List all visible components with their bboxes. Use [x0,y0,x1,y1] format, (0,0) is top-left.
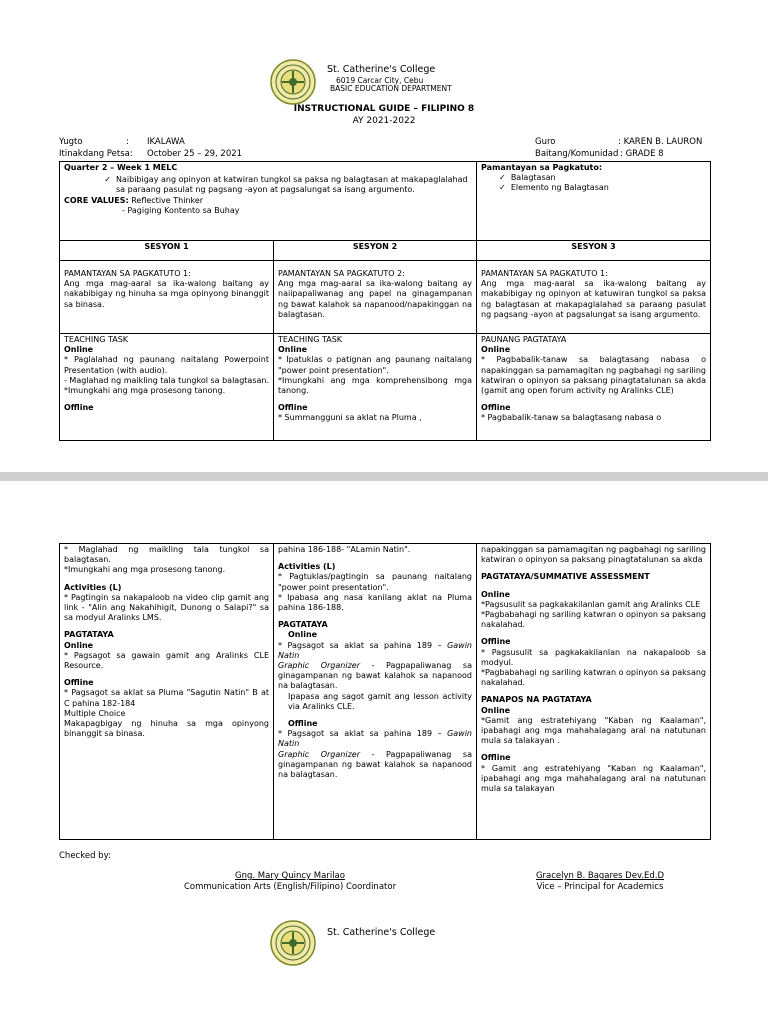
check-icon: ✓ [499,183,506,193]
pamantayan-item-2: Elemento ng Balagtasan [510,183,609,193]
s2-task-line-3: * Summangguni sa aklat na Pluma , [278,413,422,423]
s1-pamantayan-heading: PAMANTAYAN SA PAGKATUTO 1: [64,269,191,278]
school-name: St. Catherine's College [327,64,436,75]
teaching-task-row [60,334,711,441]
s2-c-line-4a: * Pagsagot sa aklat sa pahina 189 – [278,640,448,650]
document-page-2 [0,481,768,1024]
melc-list [64,175,472,195]
melc-item: ✓ Naibibigay ang opinyon at katwiran tungkol sa paksa ng balagtasan at makapaglalahad sa paraang pasulat ng pagsang -ayon at pagsalungat sa isang argumento. [116,175,472,195]
s1-c-line-1: * Maglahad ng maikling tala tungkol sa balagtasan. [64,545,269,565]
s2-activities-label: Activities (L) [278,562,336,572]
department-name: BASIC EDUCATION DEPARTMENT [330,84,452,93]
s2-c-offline-label: Offline [288,719,318,729]
school-seal-logo [270,59,316,105]
s3-c-line-3: *Pagbabahagi ng sariling katwran o opinyon sa paksang nakalahad. [481,610,706,630]
s2-c-line-5b: - Pagpapaliwanag sa ginagampanan ng bawat kalahok sa napanood na balagtasan. [278,661,472,691]
s2-pamantayan-cell [274,261,477,334]
s1-offline-label: Offline [64,403,94,413]
core-values-1: Reflective Thinker [131,195,204,205]
core-values-2: - Pagiging Kontento sa Buhay [122,205,240,215]
s2-c-line-8a: Graphic Organizer [278,749,360,759]
academic-year: AY 2021-2022 [352,116,416,126]
s3-pamantayan-heading: PAMANTAYAN SA PAGKATUTO 1: [481,269,608,278]
guro-value: : KAREN B. LAURON [618,137,703,147]
s2-c-online-label: Online [288,630,318,640]
s1-c-offline-label: Offline [64,678,94,688]
document-page-1 [0,0,768,472]
s1-continued-cell [60,544,274,840]
s2-c-line-7a: * Pagsagot sa aklat sa pahina 189 – [278,729,448,739]
s1-c-line-4: * Pagsagot sa gawain gamit ang Aralinks CLE Resource. [64,650,269,671]
school-address: 6019 Carcar City, Cebu [336,76,424,85]
s2-offline-label: Offline [278,403,308,413]
s1-c-line-3: * Pagtingin sa nakapaloob na video clip gamit ang link - "Alin ang Nakahihigit, Dunong o Salapi?" sa sa modyul Aralinks LMS. [64,592,269,623]
melc-row [60,162,711,241]
session-header-row [60,241,711,261]
session-3-header: SESYON 3 [477,241,711,261]
s1-c-online-label: Online [64,640,94,650]
s1-activities-label: Activities (L) [64,582,122,592]
s3-c-line-2: *Pagsusulit sa pagkakakilanlan gamit ang Aralinks CLE [481,599,701,609]
s1-task-line-3: *Imungkahi ang mga prosesong tanong. [64,386,226,396]
school-seal-logo-footer [270,920,316,966]
s1-pamantayan-cell [60,261,274,334]
pamantayan-cell [477,162,711,241]
s1-pagtataya-label: PAGTATAYA [64,630,114,640]
pamantayan-item-1: Balagtasan [510,173,556,183]
s3-task-cell [477,334,711,441]
melc-cell [60,162,477,241]
s2-c-line-4b: Gawin Natin [278,640,472,660]
s3-c-line-4: * Pagsusulit sa pagkakakilanlan na nakapaloob sa modyul. [481,647,706,667]
signatory-2-title: Vice – Principal for Academics [536,882,664,892]
s3-task-line-1: * Pagbabalik-tanaw sa balagtasang nabasa o napakinggan sa pamamagitan ng pagbahagi ng sariling katwiran o opinyon sa paksang pinagtatalunan sa akda (gamit ang open forum activity ng Aralinks CLE) [481,355,707,396]
s2-c-line-1: pahina 186-188- "ALamin Natin". [278,545,411,554]
yugto-value: IKALAWA [147,137,185,147]
s2-task-cell [274,334,477,441]
s3-pamantayan-text: Ang mga mag-aaral sa ika-walong baitang ay makabibigay ng opinyon at katuwiran tungkol sa paksa ng balagtasan at makapaglalahad sa paraang pasulat ng pagsang -ayon at pagsalungat sa isang argumento. [481,279,707,319]
footer-school-name: St. Catherine's College [327,927,436,938]
s1-task-heading: TEACHING TASK [64,335,129,344]
s3-offline-label: Offline [481,403,511,413]
s2-pamantayan-text: Ang mga mag-aaral sa ika-walong baitang ay naiipapaliwanag ang papel na ginagampanan ng bawat kalahok sa napanood/napakinggan na balagtasan. [278,279,473,319]
s3-task-heading: PAUNANG PAGTATAYA [481,335,567,344]
s1-online-label: Online [64,345,94,355]
pamantayan-heading: Pamantayan sa Pagkatuto: [481,163,603,172]
s1-pamantayan-text: Ang mga mag-aaral sa ika-walong baitang ay nakabibigay ng hinuha sa mga opinyong binanggit sa binasa. [64,279,269,309]
s2-online-label: Online [278,345,308,355]
s2-continued-cell [274,544,477,840]
guide-title: INSTRUCTIONAL GUIDE – FILIPINO 8 [293,104,475,114]
s2-pagtataya-label: PAGTATAYA [278,620,328,630]
yugto-colon: : [126,137,129,147]
s1-c-line-6: Multiple Choice [64,708,126,718]
s2-c-line-5a: Graphic Organizer [278,661,360,671]
s3-c-line-6: *Gamit ang estratehiyang "Kaban ng Kaalaman", ipabahagi ang mga mahahalagang aral na natutunan mula sa talakayan . [481,715,706,746]
s2-c-line-7b: Gawin Natin [278,729,472,749]
s2-c-line-6: Ipapasa ang sagot gamit ang lesson activity via Aralinks CLE. [288,691,472,711]
session-2-header: SESYON 2 [274,241,477,261]
session-1-header: SESYON 1 [60,241,274,261]
s2-task-line-2: *Imungkahi ang mga komprehensibong mga tanong. [278,375,473,396]
s3-task-line-2: * Pagbabalik-tanaw sa balagtasang nabasa o [481,413,662,423]
yugto-label: Yugto [59,137,83,147]
s3-c-line-5: *Pagbabahagi ng sariling katwran o opinyon sa paksang nakalahad. [481,668,706,688]
pamantayan-row [60,261,711,334]
s2-c-line-3: * Ipabasa ang nasa kanilang aklat na Pluma pahina 186-188. [278,592,472,613]
baitang-label: Baitang/Komunidad [535,149,619,159]
signatory-1-name: Gng. Mary Quincy Marilao [235,871,345,881]
s3-c-line-1: napakinggan sa pamamagitan ng pagbahagi ng sariling katwiran o opinyon sa paksang pinagtatalunan sa akda [481,545,706,565]
s3-c-offline-label: Offline [481,637,511,647]
instructional-guide-table-continued [59,543,711,840]
checked-by-label: Checked by: [59,851,111,861]
core-values-label: CORE VALUES: [64,195,129,205]
s3-c-online2-label: Online [481,705,511,715]
baitang-value: : GRADE 8 [620,149,664,159]
s2-c-line-2: * Pagtuklas/pagtingin sa paunang naitalang "power point presentation". [278,572,472,592]
s3-c-online-label: Online [481,589,511,599]
petsa-value: October 25 – 29, 2021 [147,149,243,159]
s2-c-line-8b: - Pagpapaliwanag sa ginagampanan ng bawat kalahok sa napanood na balagtasan. [278,749,472,780]
s1-c-line-7: Makapagbigay ng hinuha sa mga opinyong binanggit sa binasa. [64,719,269,739]
check-icon: ✓ [499,173,506,183]
guro-label: Guro [535,137,556,147]
s1-c-line-5: * Pagsagot sa aklat sa Pluma "Sagutin Natin" B at C pahina 182-184 [64,688,269,708]
s3-pamantayan-cell [477,261,711,334]
s3-c-line-7: * Gamit ang estratehiyang "Kaban ng Kaalaman", ipabahagi ang mga mahahalagang aral na natutunan mula sa talakayan [481,763,706,794]
s3-panapos-label: PANAPOS NA PAGTATAYA [481,695,592,705]
petsa-label: Itinakdang Petsa: [59,149,133,159]
s1-c-line-2: *Imungkahi ang mga prosesong tanong. [64,565,226,575]
s1-task-line-2: - Maglahad ng maikling tala tungkol sa balagtasan. [64,375,269,385]
signatory-1-title: Communication Arts (English/Filipino) Coordinator [183,882,397,892]
signatory-2-name: Gracelyn B. Bagares Dev.Ed.D [535,871,665,881]
s2-task-heading: TEACHING TASK [278,335,343,344]
s1-task-line-1: * Paglalahad ng paunang naitalang Powerpoint Presentation (with audio). [64,355,269,375]
s3-online-label: Online [481,345,511,355]
continued-row [60,544,711,840]
s2-pamantayan-heading: PAMANTAYAN SA PAGKATUTO 2: [278,269,405,278]
s2-task-line-1: * Ipatuklas o patignan ang paunang naitalang "power point presentation". [278,355,473,375]
s1-task-cell [60,334,274,441]
instructional-guide-table [59,161,711,441]
s3-summative-label: PAGTATAYA/SUMMATIVE ASSESSMENT [481,572,650,582]
s3-continued-cell [477,544,711,840]
s3-c-offline2-label: Offline [481,753,511,763]
melc-heading: Quarter 2 – Week 1 MELC [64,163,178,172]
